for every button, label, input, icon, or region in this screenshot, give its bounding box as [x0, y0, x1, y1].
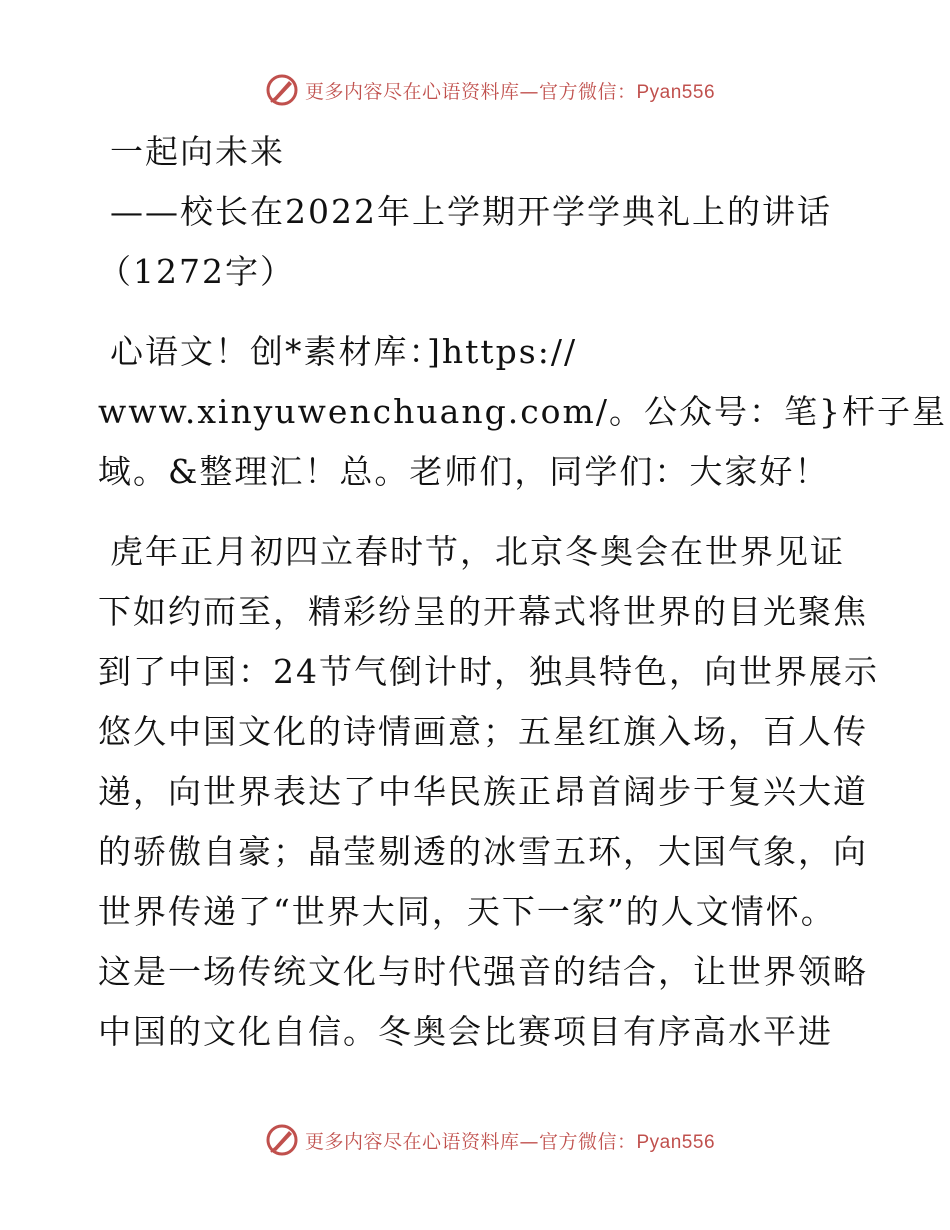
banner-separator: —: [519, 80, 539, 103]
quill-pen-logo-icon: [265, 1123, 299, 1157]
header-banner-inner: [265, 73, 715, 107]
body-line: 世界传递了“世界大同，天下一家”的人文情怀。: [98, 892, 836, 931]
banner-wechat-label: 官方微信：: [538, 80, 637, 103]
document-body: [98, 122, 947, 1062]
body-line: 悠久中国文化的诗情画意；五星红旗入场，百人传: [98, 712, 868, 751]
header-banner: [0, 70, 950, 110]
body-line: 递，向世界表达了中华民族正昂首阔步于复兴大道: [98, 772, 868, 811]
banner-wechat-label: 官方微信：: [538, 1130, 637, 1153]
intro-line: 域。&整理汇！总。老师们，同学们：大家好！: [98, 452, 830, 491]
document-title: 一起向未来: [110, 132, 285, 171]
body-line: 中国的文化自信。冬奥会比赛项目有序高水平进: [98, 1012, 833, 1051]
intro-line: www.xinyuwenchuang.com/。公众号：笔}杆子星: [98, 392, 947, 431]
footer-banner-inner: [265, 1123, 715, 1157]
intro-line: 心语文！创*素材库：]https://: [110, 332, 578, 371]
banner-separator: —: [519, 1130, 539, 1153]
banner-slogan: 更多内容尽在心语资料库: [304, 1130, 520, 1153]
body-line: 下如约而至，精彩纷呈的开幕式将世界的目光聚焦: [98, 592, 868, 631]
banner-slogan: 更多内容尽在心语资料库: [304, 80, 520, 103]
word-count: （1272字）: [98, 252, 295, 291]
banner-text: [305, 1127, 715, 1154]
banner-wechat-id: Pyan556: [636, 81, 716, 103]
body-line: 这是一场传统文化与时代强音的结合，让世界领略: [98, 952, 868, 991]
banner-wechat-id: Pyan556: [636, 1131, 716, 1153]
footer-banner: [0, 1120, 950, 1160]
quill-pen-logo-icon: [265, 73, 299, 107]
body-line: 虎年正月初四立春时节，北京冬奥会在世界见证: [110, 532, 845, 571]
document-subtitle: ——校长在2022年上学期开学学典礼上的讲话: [110, 192, 832, 231]
banner-text: [305, 77, 715, 104]
body-line: 到了中国：24节气倒计时，独具特色，向世界展示: [98, 652, 879, 691]
body-line: 的骄傲自豪；晶莹剔透的冰雪五环，大国气象，向: [98, 832, 868, 871]
